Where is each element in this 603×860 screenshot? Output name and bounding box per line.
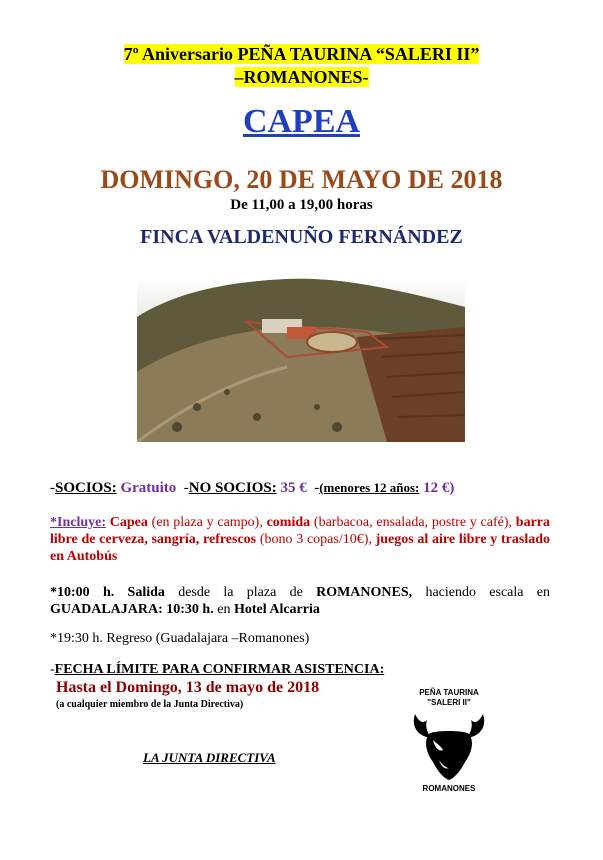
deadline-label: -FECHA LÍMITE PARA CONFIRMAR ASISTENCIA: — [50, 662, 385, 677]
aerial-photo-image — [137, 277, 465, 442]
signature: LA JUNTA DIRECTIVA — [143, 750, 276, 765]
anniversary-title: 7º Aniversario PEÑA TAURINA “SALERI II” — [123, 44, 480, 64]
club-logo — [404, 688, 494, 798]
event-hours: De 11,00 a 19,00 horas — [230, 197, 373, 213]
aerial-photo — [137, 277, 465, 442]
deadline-date: Hasta el Domingo, 13 de mayo de 2018 — [56, 679, 320, 696]
includes-paragraph: *Incluye: Capea (en plaza y campo), comida (barbacoa, ensalada, postre y café), barra libre de cerveza, sangría, refrescos (bono 3 copas/10€), juegos al aire libre y traslado en Autobús — [50, 515, 551, 564]
event-title: CAPEA — [242, 103, 361, 140]
town-subtitle: –ROMANONES- — [234, 67, 369, 87]
departure-info: *10:00 h. Salida desde la plaza de ROMANONES, haciendo escala en GUADALAJARA: 10:30 h. en Hotel Alcarria — [50, 585, 550, 617]
bull-head-icon — [409, 710, 489, 782]
logo-subtitle: "SALERI II" — [427, 698, 471, 707]
return-info: *19:30 h. Regreso (Guadalajara –Romanones) — [50, 631, 310, 646]
event-date: DOMINGO, 20 DE MAYO DE 2018 — [100, 165, 503, 194]
prices-line: -SOCIOS: Gratuito -NO SOCIOS: 35 € -(menores 12 años: 12 €) — [50, 480, 455, 496]
event-venue: FINCA VALDENUÑO FERNÁNDEZ — [140, 226, 463, 248]
deadline-note: (a cualquier miembro de la Junta Directiva) — [56, 699, 244, 710]
logo-town: ROMANONES — [422, 784, 476, 793]
logo-title: PEÑA TAURINA — [419, 688, 479, 697]
